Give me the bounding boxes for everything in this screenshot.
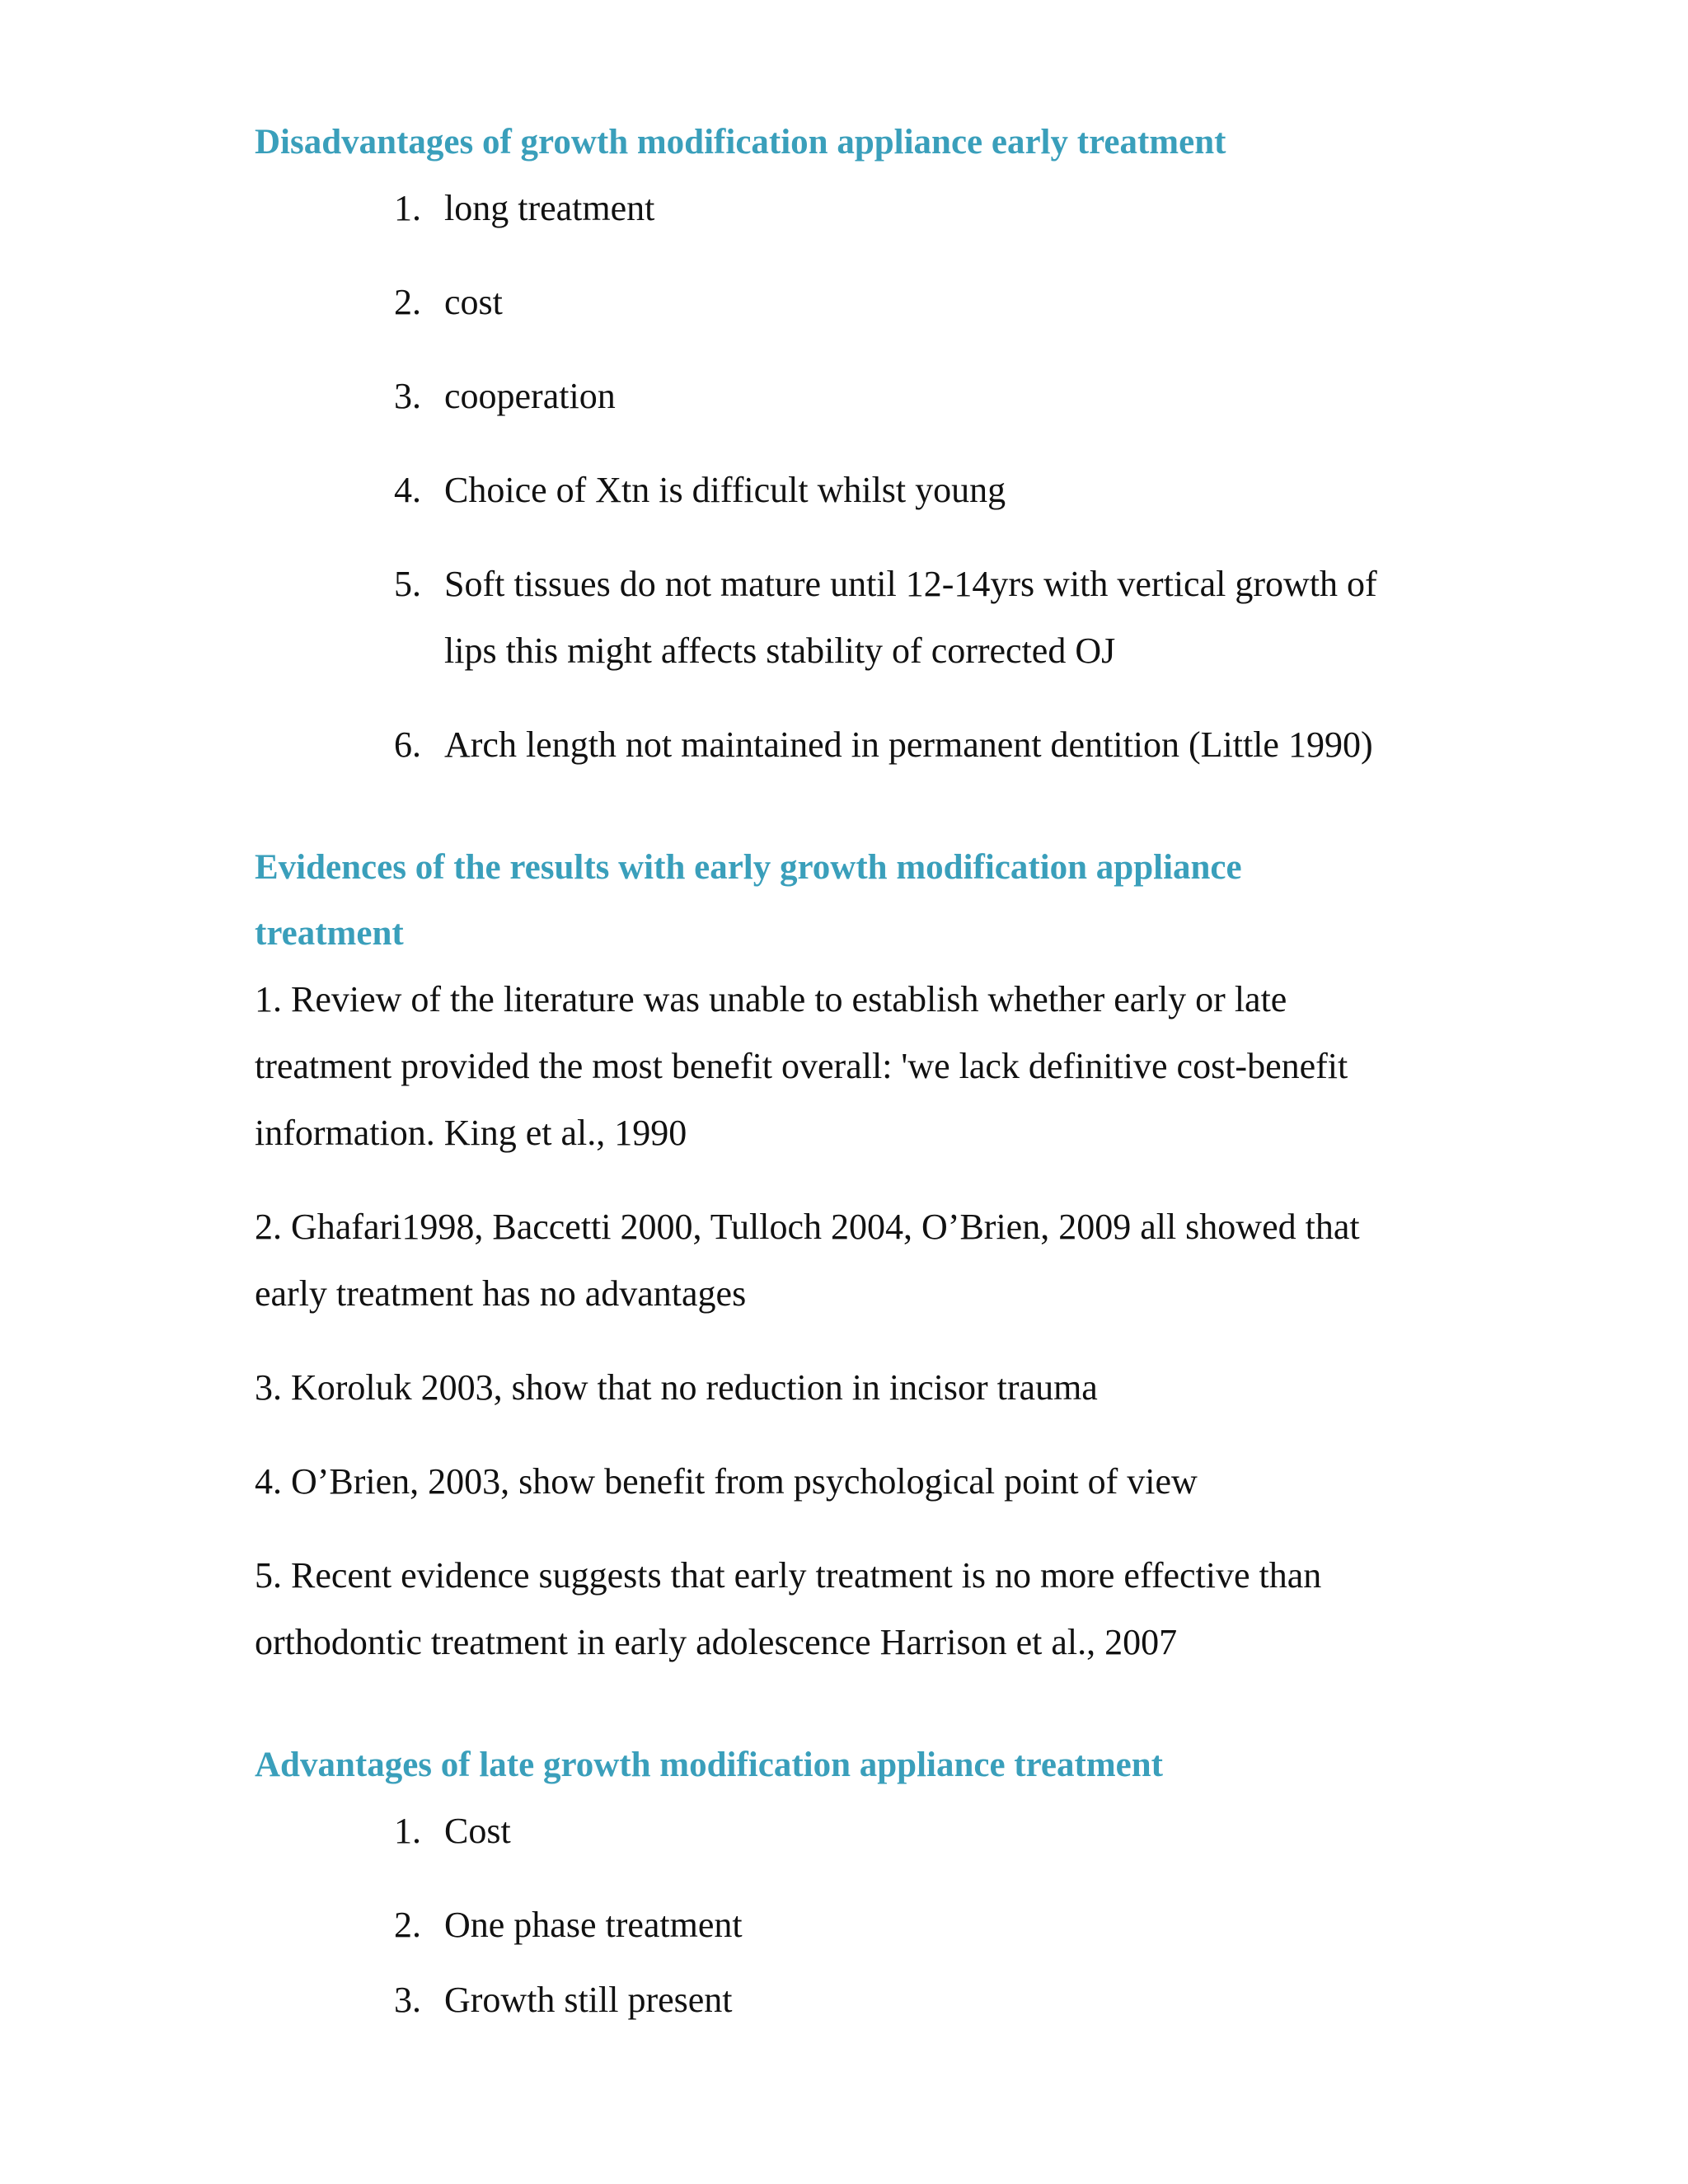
list-item-number: 2.	[394, 282, 421, 322]
list-item-number: 4.	[394, 470, 421, 510]
list-item-text: One phase treatment	[444, 1905, 743, 1945]
evidence-paragraph-line: 3. Koroluk 2003, show that no reduction in incisor trauma	[255, 1367, 1098, 1408]
list-item-text: cost	[444, 282, 503, 322]
list-item-text: cooperation	[444, 376, 616, 416]
evidence-paragraph-line: treatment provided the most benefit overall: 'we lack definitive cost-benefit	[255, 1046, 1348, 1086]
section-heading-disadvantages-early: Disadvantages of growth modification appliance early treatment	[255, 123, 1226, 162]
evidence-paragraph-line: information. King et al., 1990	[255, 1113, 687, 1153]
list-item-number: 6.	[394, 724, 421, 765]
evidence-paragraph-line: 1. Review of the literature was unable to establish whether early or late	[255, 979, 1287, 1019]
list-item-text: Cost	[444, 1811, 511, 1851]
list-item-number: 5.	[394, 564, 421, 604]
evidence-paragraph-line: 5. Recent evidence suggests that early treatment is no more effective than	[255, 1555, 1322, 1596]
evidence-paragraph-line: 4. O’Brien, 2003, show benefit from psychological point of view	[255, 1461, 1198, 1502]
list-item-text-continuation: lips this might affects stability of corrected OJ	[444, 630, 1116, 671]
section-heading-advantages-late: Advantages of late growth modification appliance treatment	[255, 1746, 1163, 1784]
list-item-text: long treatment	[444, 188, 655, 228]
section-heading-evidences-continuation: treatment	[255, 914, 404, 953]
list-item-text: Choice of Xtn is difficult whilst young	[444, 470, 1006, 510]
section-heading-evidences: Evidences of the results with early growth modification appliance	[255, 848, 1242, 887]
list-item-number: 1.	[394, 1811, 421, 1851]
list-item-text: Arch length not maintained in permanent dentition (Little 1990)	[444, 724, 1373, 765]
evidence-paragraph-line: early treatment has no advantages	[255, 1273, 747, 1314]
evidence-paragraph-line: orthodontic treatment in early adolescence Harrison et al., 2007	[255, 1622, 1178, 1662]
list-item-number: 3.	[394, 1980, 421, 2020]
list-item-number: 2.	[394, 1905, 421, 1945]
list-item-text: Soft tissues do not mature until 12-14yrs with vertical growth of	[444, 564, 1377, 604]
list-item-number: 1.	[394, 188, 421, 228]
evidence-paragraph-line: 2. Ghafari1998, Baccetti 2000, Tulloch 2004, O’Brien, 2009 all showed that	[255, 1207, 1360, 1247]
list-item-number: 3.	[394, 376, 421, 416]
list-item-text: Growth still present	[444, 1980, 733, 2020]
